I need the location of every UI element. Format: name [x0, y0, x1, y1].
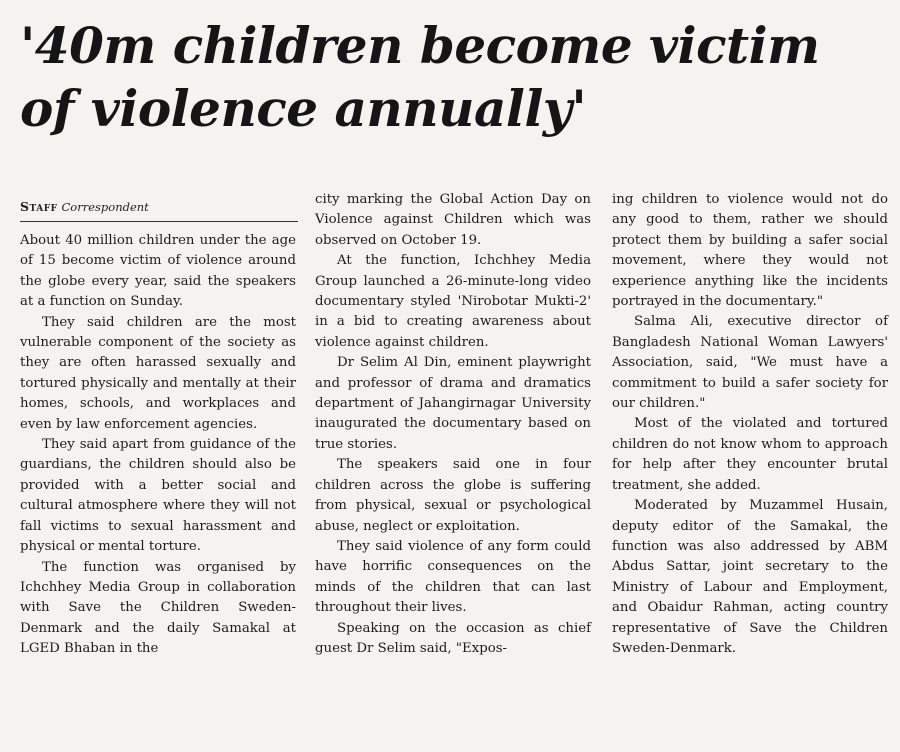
headline-line-2: of violence annually': [20, 79, 587, 138]
paragraph: They said children are the most vulnerable component of the society as they are often harassed sexually and tortured physically and mentally at their homes, schools, and workplaces and even by law enforcement agencies.: [20, 314, 296, 432]
byline-role: Correspondent: [61, 200, 149, 214]
paragraph: They said apart from guidance of the guardians, the children should also be provided with a better social and cultural atmosphere where they will not fall victims to sexual harassment and physical or mental torture.: [20, 437, 296, 555]
paragraph: About 40 million children under the age of 15 become victim of violence around the globe every year, said the speakers at a function on Sunday.: [20, 233, 296, 310]
paragraph: Dr Selim Al Din, eminent playwright and professor of drama and dramatics department of Jahangirnagar University inaugurated the documentary based on true stories.: [315, 355, 591, 452]
article-column-2: [315, 190, 591, 659]
byline: [20, 199, 300, 214]
paragraph: Speaking on the occasion as chief guest Dr Selim said, "Expos-: [315, 620, 591, 656]
paragraph: They said violence of any form could have horrific consequences on the minds of the children that can last throughout their lives.: [315, 538, 591, 616]
headline-line-1: '40m children become victim: [20, 16, 820, 75]
paragraph: Most of the violated and tortured children do not know whom to approach for help after they encounter brutal treatment, she added.: [612, 416, 888, 493]
article-column-1: [20, 231, 296, 660]
paragraph: The function was organised by Ichchhey Media Group in collaboration with Save the Children Sweden-Denmark and the daily Samakal at LGED Bhaban in the: [20, 559, 296, 657]
byline-staff: Staff: [20, 199, 58, 214]
paragraph: ing children to violence would not do any good to them, rather we should protect them by building a safer social movement, where they would not experience anything like the incidents portrayed in the documentary.": [612, 192, 888, 310]
headline: [20, 14, 890, 140]
paragraph: Salma Ali, executive director of Bangladesh National Woman Lawyers' Association, said, "We must have a commitment to build a safer society for our children.": [612, 314, 888, 412]
paragraph: At the function, Ichchhey Media Group launched a 26-minute-long video documentary styled 'Nirobotar Mukti-2' in a bid to creating awareness about violence against children.: [315, 253, 591, 350]
article-column-3: [612, 190, 888, 659]
byline-divider: [20, 221, 298, 222]
paragraph: The speakers said one in four children across the globe is suffering from physical, sexual or psychological abuse, neglect or exploitation.: [315, 457, 591, 534]
paragraph: Moderated by Muzammel Husain, deputy editor of the Samakal, the function was also addressed by ABM Abdus Sattar, joint secretary to the Ministry of Labour and Employment, and Obaidur Rahman, acting country representative of Save the Children Sweden-Denmark.: [612, 498, 888, 656]
paragraph: city marking the Global Action Day on Violence against Children which was observed on October 19.: [315, 192, 591, 248]
